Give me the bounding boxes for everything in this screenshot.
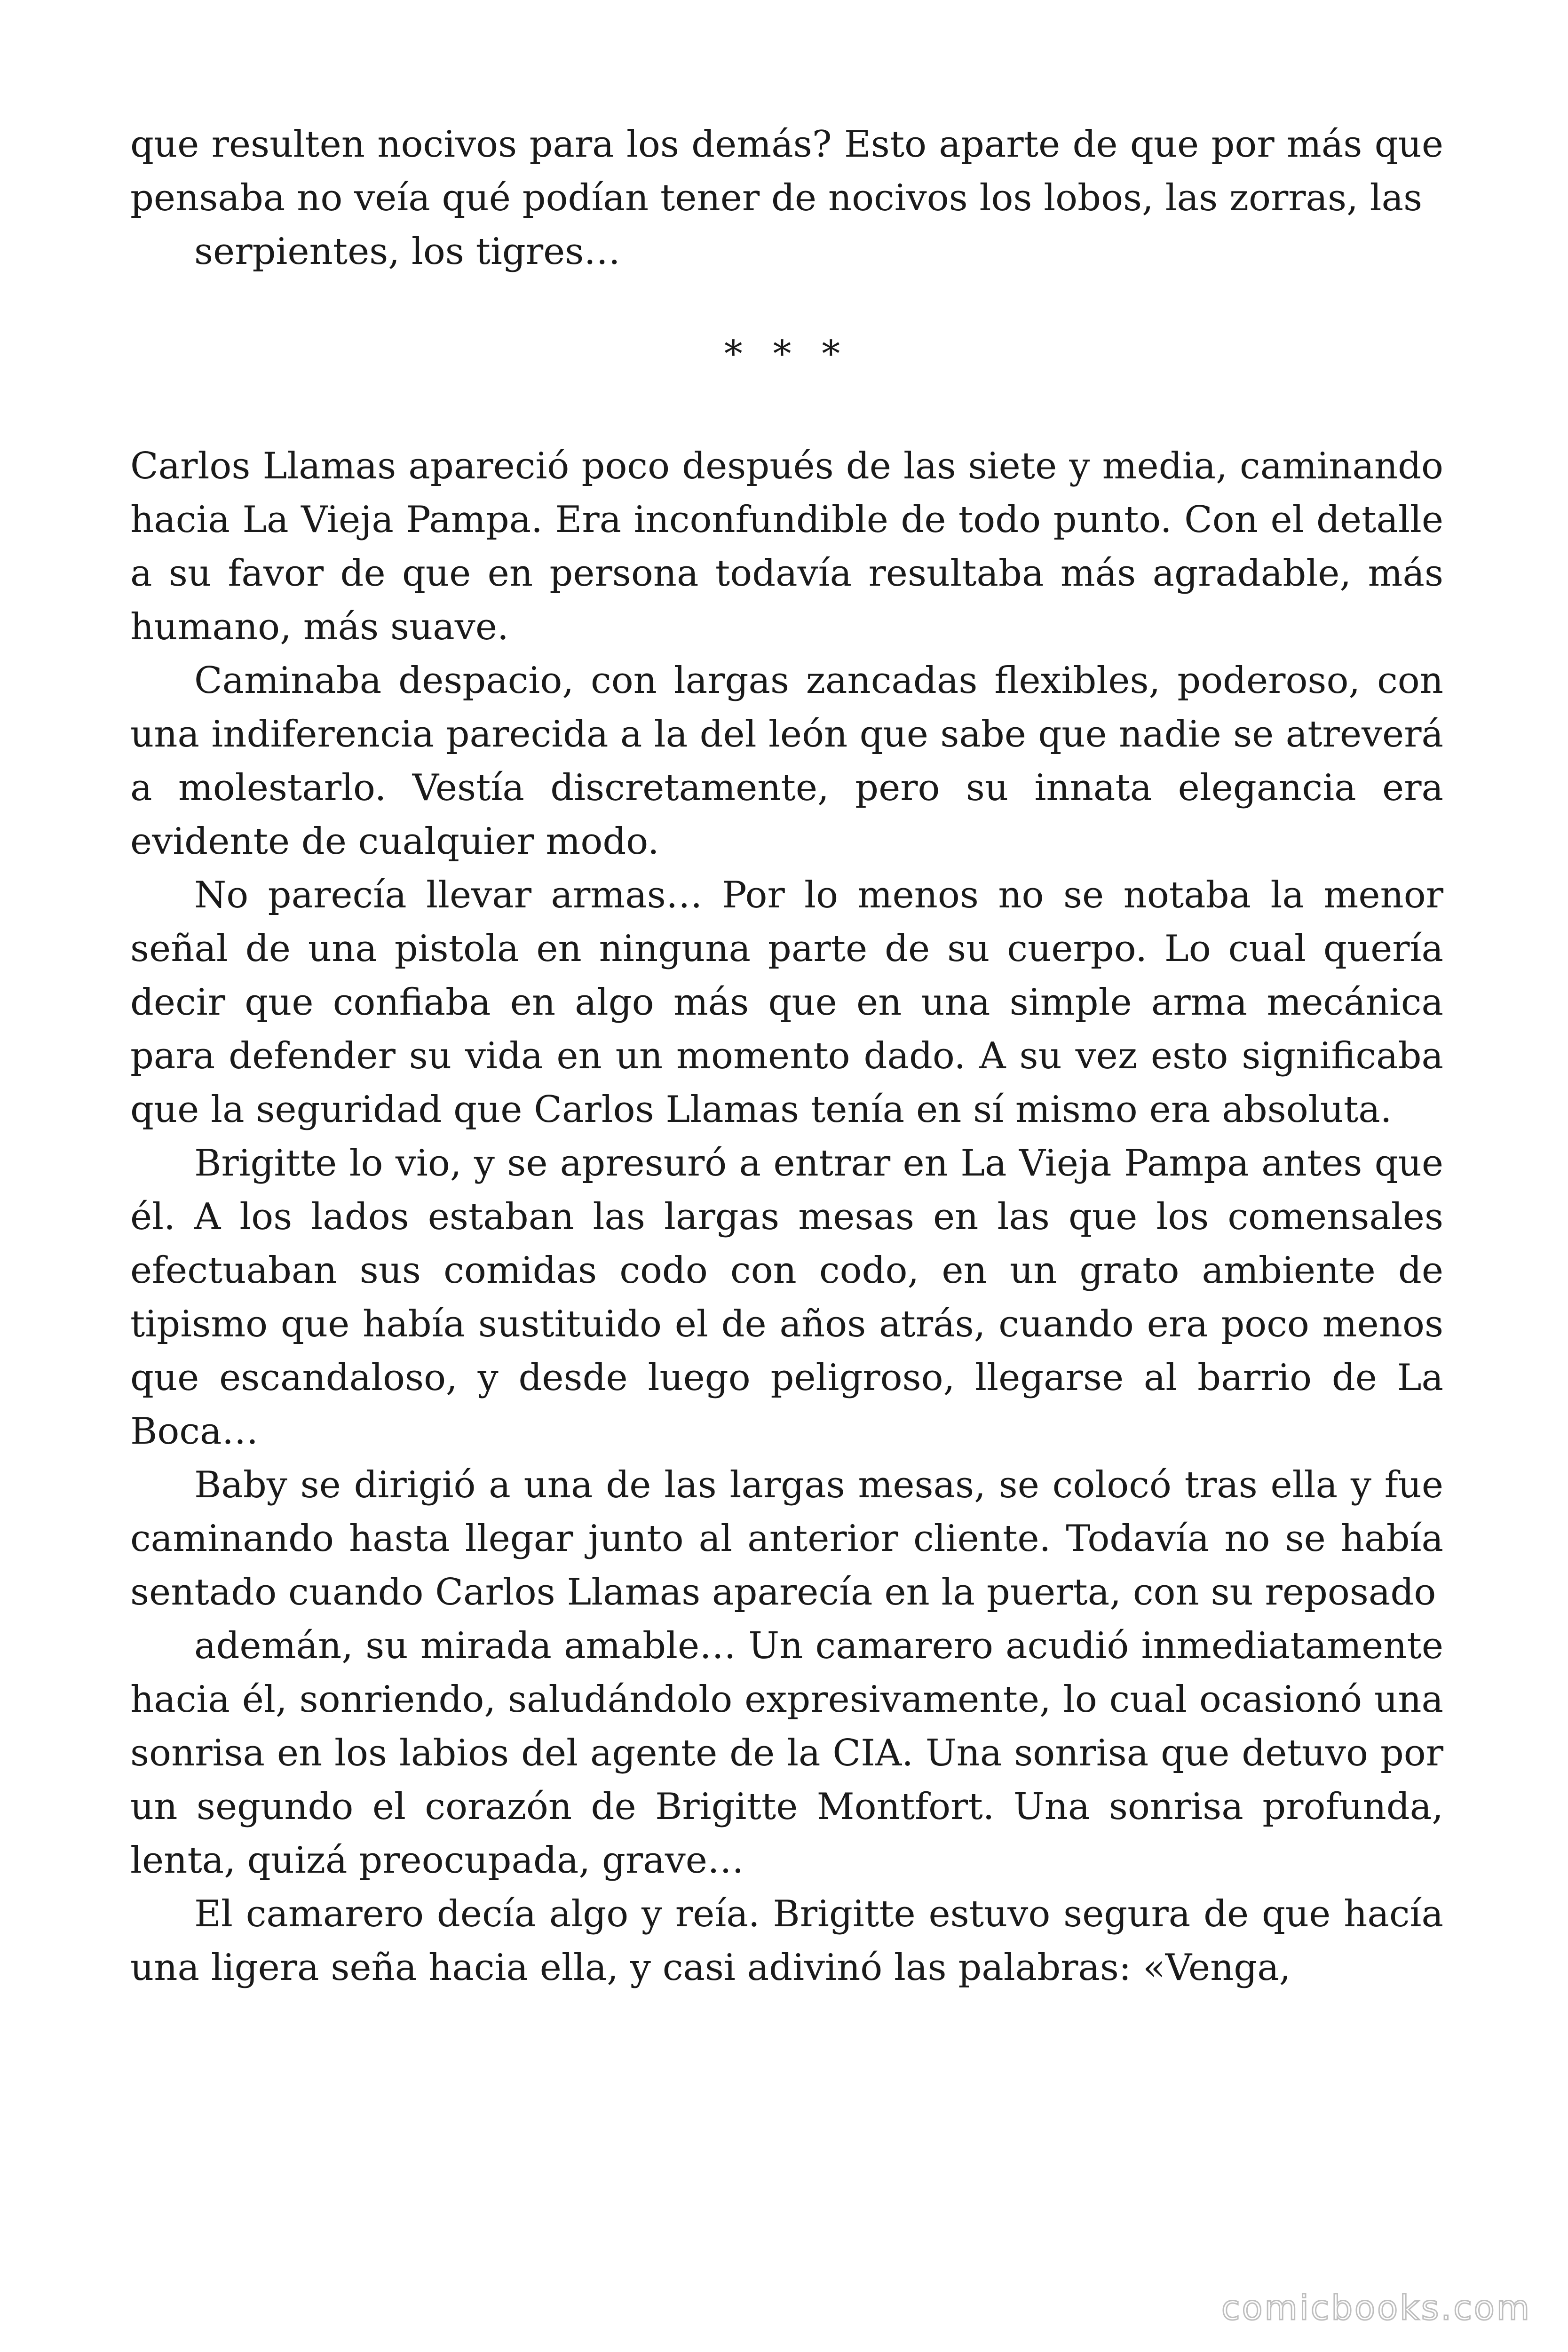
paragraph-7: Baby se dirigió a una de las largas mesas, se colocó tras ella y fue caminando hasta llegar junto al anterior cliente. Todavía no se había sentado cuando Carlos Llamas aparecía en la puerta, con su reposado (130, 1464, 1443, 1613)
paragraph-6: Brigitte lo vio, y se apresuró a entrar en La Vieja Pampa antes que él. A los lados estaban las largas mesas en las que los comensales efectuaban sus comidas codo con codo, en un grato ambiente de tipismo que había sustituido el de años atrás, cuando era poco menos que escandaloso, y desde luego peligroso, llegarse al barrio de La Boca… (130, 1142, 1443, 1453)
section-separator: * * * (724, 333, 850, 375)
paragraph-5: No parecía llevar armas… Por lo menos no se notaba la menor señal de una pistola en ninguna parte de su cuerpo. Lo cual quería decir que confiaba en algo más que en una simple arma mecánica para defender su vida en un momento dado. A su vez esto significaba que la seguridad que Carlos Llamas tenía en sí mismo era absoluta. (130, 874, 1443, 1131)
paragraph-1: que resulten nocivos para los demás? Esto aparte de que por más que pensaba no veía qué podían tener de nocivos los lobos, las zorras, las (130, 123, 1443, 219)
paragraph-4: Caminaba despacio, con largas zancadas flexibles, poderoso, con una indiferencia parecida a la del león que sabe que nadie se atreverá a molestarlo. Vestía discretamente, pero su innata elegancia era evidente de cualquier modo. (130, 660, 1443, 863)
paragraph-3: Carlos Llamas apareció poco después de las siete y media, caminando hacia La Vieja Pampa. Era inconfundible de todo punto. Con el detalle a su favor de que en persona todavía resultaba más agradable, más humano, más suave. (130, 445, 1443, 648)
book-page (130, 118, 1443, 1994)
paragraph-9: El camarero decía algo y reía. Brigitte estuvo segura de que hacía una ligera seña hacia ella, y casi adivinó las palabras: «Venga, (130, 1893, 1443, 1989)
paragraph-2: serpientes, los tigres… (194, 230, 621, 273)
paragraph-8: ademán, su mirada amable… Un camarero acudió inmediatamente hacia él, sonriendo, saludándolo expresivamente, lo cual ocasionó una sonrisa en los labios del agente de la CIA. Una sonrisa que detuvo por un segundo el corazón de Brigitte Montfort. Una sonrisa profunda, lenta, quizá preocupada, grave… (130, 1625, 1443, 1882)
watermark-logo: comicbooks.com (1221, 2288, 1531, 2328)
